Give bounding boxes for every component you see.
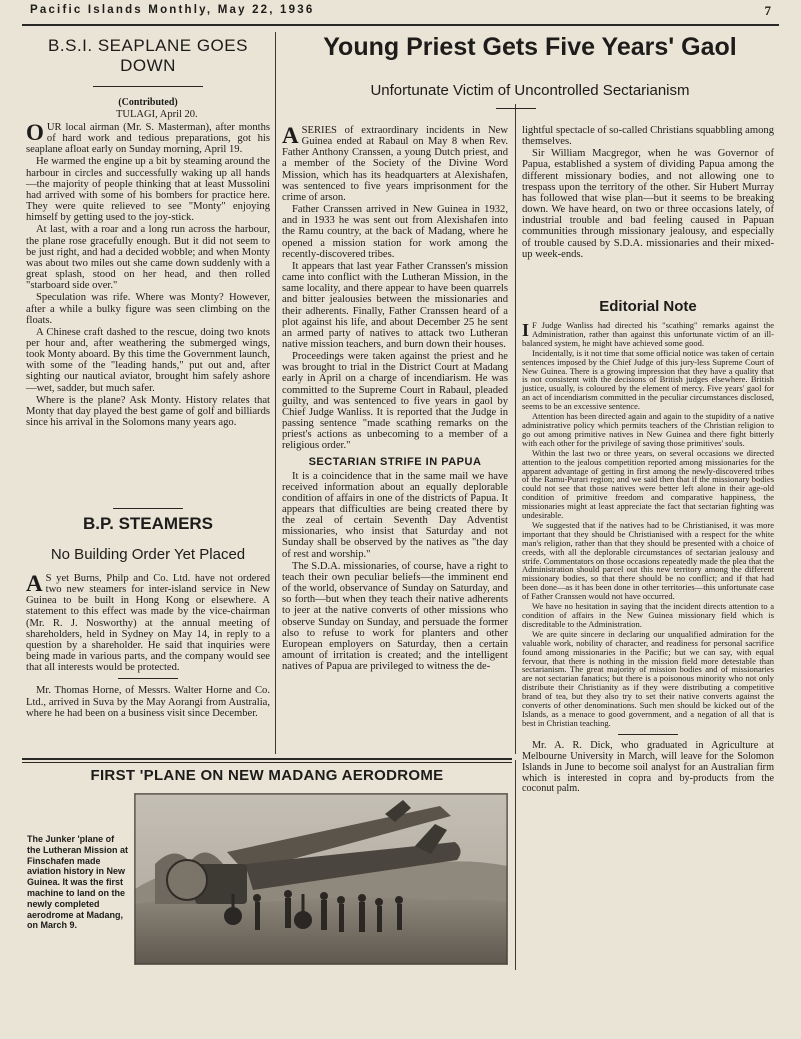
aerodrome-headline: FIRST 'PLANE ON NEW MADANG AERODROME (90, 767, 444, 784)
drop-cap: O (26, 120, 44, 145)
steamers-subheadline: No Building Order Yet Placed (50, 546, 246, 563)
top-rule (22, 24, 779, 26)
column-divider-bottom (515, 760, 516, 970)
drop-cap: A (26, 571, 43, 596)
editorial-paragraph-3: Attention has been directed again and again to the stupidity of a native administrative policy which permits teachers of the Christian religion to go out among primitive natives in New Guinea and there fight bitterly with each other for the privilege of saving those primitives' souls. (522, 411, 774, 448)
editorial-body (522, 321, 774, 728)
priest-paragraph-2: Father Cranssen arrived in New Guinea in 1932, and in 1933 he was sent out from Alexishafen into the Ramu country, at the back of Madang, where he opened a mission station for work among the recently-discovered tribes. (282, 204, 508, 260)
editorial-paragraph-5: We suggested that if the natives had to be Christianised, it was more important that they should be Christianised with a respect for the white man's religion, rather than that they should be presented with a choice of creeds, with all the deplorable circumstances of sectarian jealousy and strife. Commentators on those occasions repeatedly made the plea that the Administration should parcel out this new territory among the different missionary bodies, so that there should be no conflict; and if that had been done—as it has been done in other territories—this unfortunate case of Father Cranssen would not have occurred. (522, 519, 774, 602)
strife-paragraph-2: The S.D.A. missionaries, of course, have a right to teach their own peculiar beliefs—the imminent end of the world, observance of Sunday on Saturday, and so forth—but when they teach their native adherents to jeer at the native converts of other missions who observe Sunday on Sunday, and persuade the former also to refuse to work for planters and other European employers on Saturday, then a certain amount of irritation is created; and the intelligent natives of Papua are privileged to witness the de- (282, 560, 508, 673)
priest-paragraph-1: ASERIES of extraordinary incidents in New Guinea ended at Rabaul on May 8 when Rev. Father Anthony Cranssen, a young Dutch priest, and a member of the Society of the Divine Word Mission, which has its headquarters at Alexishafen, was sentenced to five years imprisonment for the crime of arson. (282, 123, 508, 203)
sectarian-strife-subhead: SECTARIAN STRIFE IN PAPUA (308, 455, 482, 468)
byline: (Contributed) (118, 97, 178, 108)
priest-column-1 (282, 125, 508, 673)
seaplane-article (26, 36, 270, 429)
drop-cap: I (522, 320, 530, 340)
priest-paragraph-4: Proceedings were taken against the priest and he was brought to trial in the District Court at Madang early in April on a charge of incendiarism. He was committed to the Supreme Court in Rabaul, pleaded guilty, and was sentenced to five years in gaol by Chief Judge Wanliss. It is reported that the Judge in passing sentence "made scathing remarks on the priest's actions as unbecoming to a member of a religious order." (282, 351, 508, 452)
item-rule (118, 678, 178, 679)
strife-paragraph-1: It is a coincidence that in the same mail we have received information about an equally deplorable condition of affairs in one of the districts of Papua. It appears that difficulties are being created there by the zeal of certain Seventh Day Adventist missionaries, who insist that Saturday and not Sunday shall be observed by the natives as "the day of rest and worship." (282, 470, 508, 560)
continuation-paragraph-1: lightful spectacle of so-called Christians squabbling among themselves. (522, 125, 774, 148)
steamers-article (26, 508, 270, 720)
steamers-body (26, 573, 270, 719)
editorial-paragraph-7: We are quite sincere in declaring our unqualified admiration for the valuable work, nobility of character, and readiness for personal sacrifice found among missionaries in the Pacific; but we can say, with equal fervour, that there is nothing in the mission field more detestable than sectarianism. The great majority of mission bodies and of missionaries are not sectarian fanatics; but there is a poisonous minority who not only distribute their Christianity as if they were distributing a competitive brand of tea, but they also try to set their native converts against the converts of other denominations. Such men should be kicked out of the Islands, as a menace to good government, and a negation of all that is best in Christian teaching. (522, 628, 774, 728)
aerodrome-caption: The Junker 'plane of the Lutheran Mission at Finschafen made aviation history in New Guinea. It was the first machine to land on the newly completed aerodrome at Madang, on March 9. (27, 834, 129, 931)
item-rule (618, 734, 678, 735)
column-divider-left (275, 32, 276, 754)
editorial-paragraph-2: Incidentally, is it not time that some official notice was taken of certain sentences imposed by the Chief Judge of this jury-less Supreme Court of New Guinea. There is a growing impression that they have a quality that is not consistent with the decisions of British judges elsewhere. British justice, usually, is coloured by the element of mercy. Five years' gaol for an act of incendiarism committed in the peculiar circumstances disclosed, seems to be an excessive sentence. (522, 347, 774, 412)
page-number: 7 (764, 3, 771, 18)
dick-note (522, 741, 774, 796)
seaplane-paragraph-5: A Chinese craft dashed to the rescue, doing two knots per hour and, after weathering the submerged wings, took Monty aboard. By this time the Government launch, with some of the "leading hands," put out and, after sighting our nautical aviator, brought him safely ashore—wet, sadder, but much safer. (26, 326, 270, 394)
seaplane-paragraph-6: Where is the plane? Ask Monty. History relates that Monty that day played the best game of golf and billiards since his arrival in the Solomons many years ago. (26, 394, 270, 429)
feature-rule-top-thin (22, 762, 512, 763)
seaplane-paragraph-4: Speculation was rife. Where was Monty? However, after a while a bulky figure was seen climbing on the floats. (26, 292, 270, 326)
editorial-headline: Editorial Note (599, 298, 697, 315)
priest-column-2 (522, 125, 774, 261)
steamers-headline: B.P. STEAMERS (82, 514, 214, 533)
deck-rule (496, 108, 536, 109)
continuation-paragraph-2: Sir William Macgregor, when he was Governor of Papua, established a system of dividing Papua among the different missionary bodies, and not allowing one to trespass upon the territory of the other. Sir Hubert Murray has followed that wise plan—but it seems to be breaking down. We have heard, on two or three occasions lately, of industrial trouble and bad feeling caused in Papuan communities through missionary jealousy, and especially of trouble caused by S.D.A. missionaries and their mixed-up week-ends. (522, 148, 774, 260)
masthead: Pacific Islands Monthly, May 22, 1936 (30, 4, 315, 16)
column-divider-middle (515, 104, 516, 754)
steamers-note: Mr. Thomas Horne, of Messrs. Walter Horne and Co. Ltd., arrived in Suva by the May Aorangi from Australia, where he had been on a business visit since December. (26, 685, 270, 719)
editorial-paragraph-1: I F Judge Wanliss had directed his "scathing" remarks against the Administration, rather than against this unfortunate victim of an ill-balanced system, he might have achieved some good. (522, 320, 774, 348)
aerodrome-photo (134, 793, 508, 965)
seaplane-headline: B.S.I. SEAPLANE GOES DOWN (48, 36, 248, 75)
seaplane-paragraph-3: At last, with a roar and a long run across the harbour, the plane rose gracefully enough. But it did not seem to be just right, and had a decided wobble; and when Monty was about two miles out she came down suddenly with a great splash, stood on her head, and then rolled "starboard side over." (26, 224, 270, 292)
feature-rule-top (22, 758, 512, 760)
steamers-paragraph-1: A S yet Burns, Philp and Co. Ltd. have not ordered two new steamers for inter-island service in New Guinea to be built in Hong Kong or elsewhere. A statement to this effect was made by the vice-chairman (Mr. R. J. Nosworthy) at the annual meeting of shareholders, held in Sydney on May 14, in reply to a question by a shareholder. He said that inquiries were being made in various parts, and the company would see that all interests would be protected. (26, 571, 270, 674)
editorial-paragraph-6: We have no hesitation in saying that the incident directs attention to a condition of affairs in the New Guinea missionary field which is discreditable to the Administration. (522, 601, 774, 629)
editorial-paragraph-4: Within the last two or three years, on several occasions we directed attention to the jealous competition reported among missionaries for the apparent advantage of getting in first among the newly-discovered tribes of the Ramu-Purari region; and we said then that if the missionary bodies could not see that those natives were better left alone in their age-old condition of primitive freedom and comparative happiness, the missionaries might at least appreciate the fact that sectarian fighting was undesirable. (522, 447, 774, 521)
priest-paragraph-3: It appears that last year Father Cranssen's mission came into conflict with the Lutheran Mission, in the same locality, and there appear to have been quarrels and bitter jealousies between the missionaries and their adherents. Finally, Father Cranssen heard of a plot against his life, and about December 25 he sent an armed party of natives to attack two Lutheran native mission teachers, and burn down their houses. (282, 260, 508, 350)
seaplane-paragraph-1: OUR local airman (Mr. S. Masterman), after months of hard work and tedious preparations, got his seaplane afloat early on Sunday morning, April 19. (26, 120, 270, 156)
seaplane-body (26, 122, 270, 428)
dick-note-text: Mr. A. R. Dick, who graduated in Agriculture at Melbourne University in March, will leave for the Solomon Islands in June to become soil analyst for an Australian firm which is interested in copra and by-products from the coconut palm. (522, 739, 774, 795)
section-rule (113, 508, 183, 509)
headline-rule (93, 86, 203, 87)
seaplane-paragraph-2: He warmed the engine up a bit by steaming around the harbour in circles and successfully waking up all hands—the majority of people thinking that at least Mussolini had arrived with some of his bombers for practice here. They were quite relieved to see "Monty" enjoying himself by getting used to the joy-stick. (26, 156, 270, 224)
priest-deck: Unfortunate Victim of Uncontrolled Sectarianism (370, 82, 690, 99)
drop-cap: A (282, 123, 299, 148)
priest-headline: Young Priest Gets Five Years' Gaol (323, 33, 737, 61)
editorial-note (522, 298, 774, 796)
junker-plane-illustration (135, 794, 507, 964)
dateline: TULAGI, April 20. (116, 109, 198, 120)
